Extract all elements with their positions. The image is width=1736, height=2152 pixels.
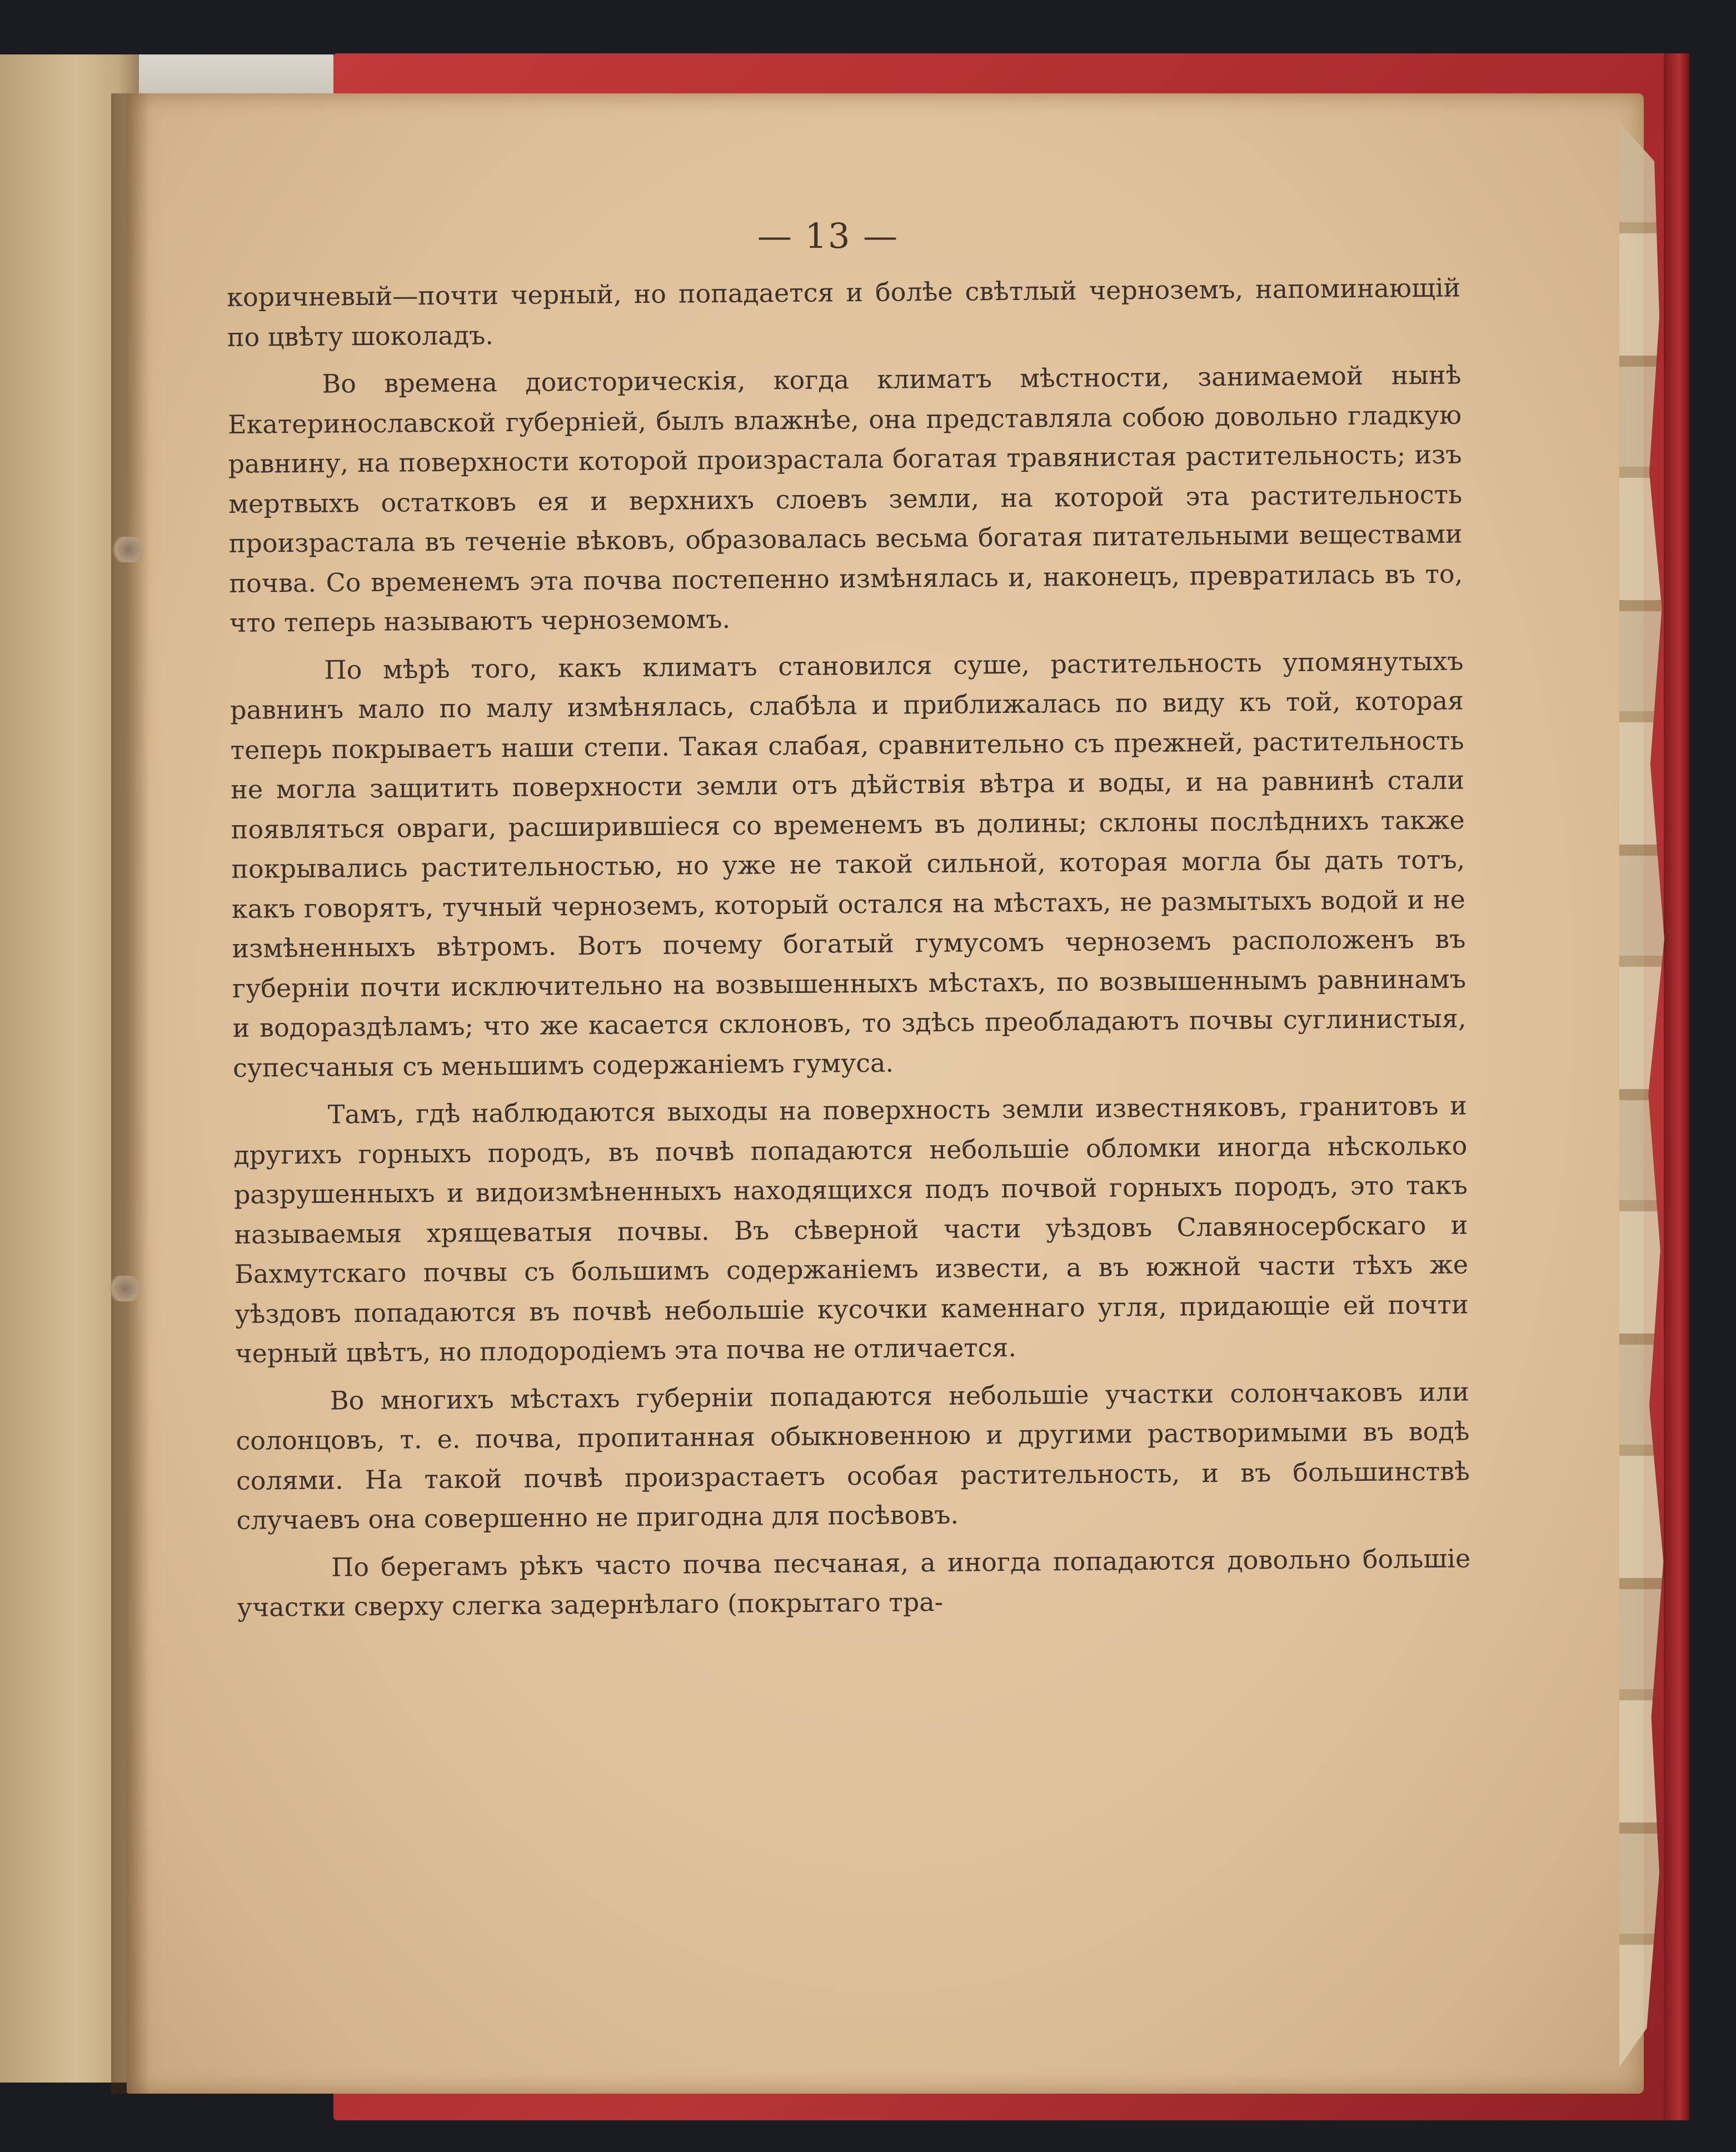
paragraph: Тамъ, гдѣ наблюдаются выходы на поверхность земли известняковъ, гранитовъ и другихъ горныхъ породъ, въ почвѣ попадаются небольшіе обломки иногда нѣсколько разрушенныхъ и видоизмѣненныхъ находящихся подъ почвой горныхъ породъ, это такъ называемыя хрящеватыя почвы. Въ сѣверной части уѣздовъ Славяносербскаго и Бахмутскаго почвы съ большимъ содержаніемъ извести, а въ южной части тѣхъ же уѣздовъ попадаются въ почвѣ небольшіе кусочки каменнаго угля, придающіе ей почти черный цвѣтъ, но плодородіемъ эта почва не отличается. — [233, 1090, 1469, 1369]
paragraph: По мѣрѣ того, какъ климатъ становился суше, растительность упомянутыхъ равнинъ мало по малу измѣнялась, слабѣла и приближалась по виду къ той, которая теперь покрываетъ наши степи. Такая слабая, сравнительно съ прежней, растительность не могла защитить поверхности земли отъ дѣйствія вѣтра и воды, и на равнинѣ стали появляться овраги, расширившіеся со временемъ въ долины; склоны послѣднихъ также покрывались растительностью, но уже не такой сильной, которая могла бы дать тотъ, какъ говорятъ, тучный черноземъ, который остался на мѣстахъ, не размытыхъ водой и не измѣненныхъ вѣтромъ. Вотъ почему богатый гумусомъ черноземъ расположенъ въ губерніи почти исключительно на возвышенныхъ мѣстахъ, по возвышеннымъ равнинамъ и водораздѣламъ; что же касается склоновъ, то здѣсь преобладаютъ почвы суглинистыя, супесчаныя съ меньшимъ содержаніемъ гумуса. — [230, 646, 1466, 1083]
binding-stitch — [106, 1276, 144, 1301]
page-body-text — [227, 268, 1471, 1636]
gutter-shadow — [111, 93, 150, 2094]
book-cover-edge — [1664, 53, 1689, 2120]
paragraph: коричневый—почти черный, но попадается и болѣе свѣтлый черноземъ, напоминающій по цвѣту шоколадъ. — [227, 272, 1461, 352]
page-number: — 13 — — [757, 216, 899, 256]
paragraph: По берегамъ рѣкъ часто почва песчаная, а иногда попадаются довольно большіе участки сверху слегка задернѣлаго (покрытаго тра- — [237, 1542, 1471, 1622]
binding-stitch — [109, 537, 148, 562]
paragraph: Во многихъ мѣстахъ губерніи попадаются небольшіе участки солончаковъ или солонцовъ, т. е. почва, пропитанная обыкновенною и другими растворимыми въ водѣ солями. На такой почвѣ произрастаетъ особая растительность, и въ большинствѣ случаевъ она совершенно не пригодна для посѣвовъ. — [236, 1376, 1470, 1535]
paragraph: Во времена доисторическія, когда климатъ мѣстности, занимаемой нынѣ Екатеринославской губерніей, былъ влажнѣе, она представляла собою довольно гладкую равнину, на поверхности которой произрастала богатая травянистая растительность; изъ мертвыхъ остатковъ ея и верхнихъ слоевъ земли, на которой эта растительность произрастала въ теченіе вѣковъ, образовалась весьма богатая питательными веществами почва. Со временемъ эта почва постепенно измѣнялась и, наконецъ, превратилась въ то, что теперь называютъ черноземомъ. — [227, 360, 1463, 638]
